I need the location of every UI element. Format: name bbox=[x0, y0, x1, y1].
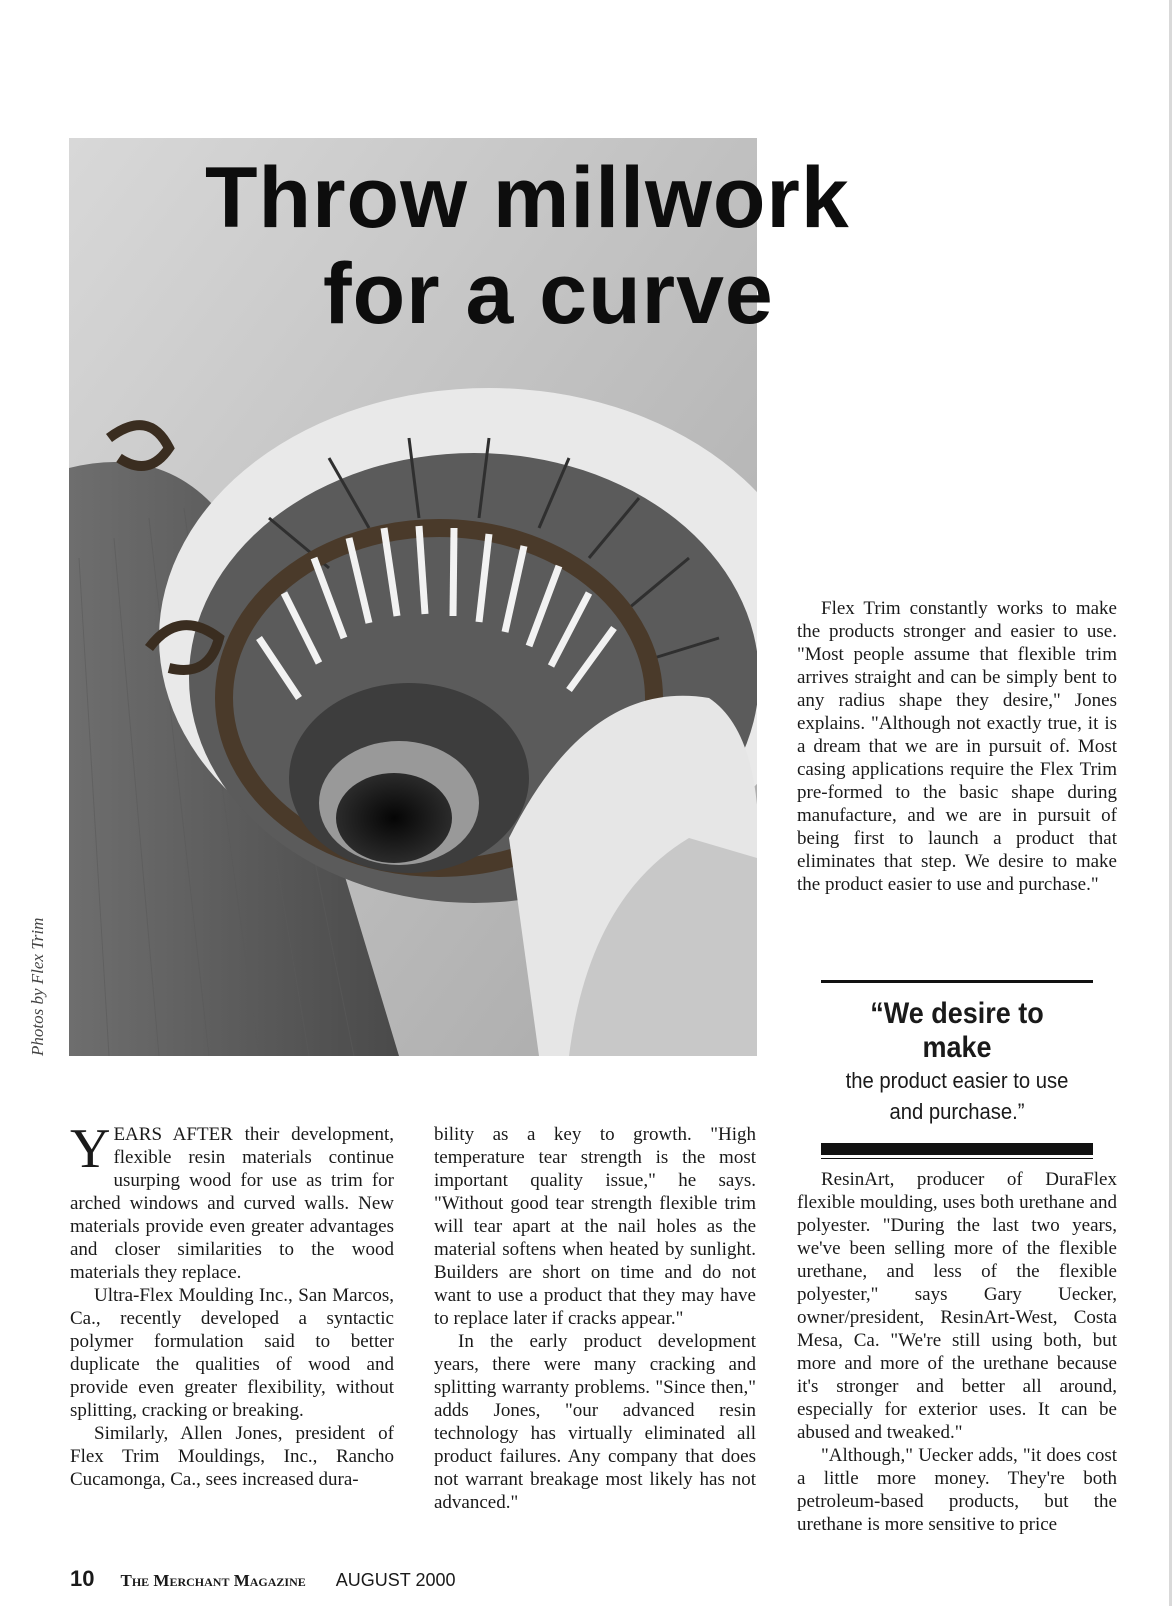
article-paragraph: YEARS AFTER their development, flexible resin materials continue usurping wood for use as trim for arched windows and curved walls. New materials provide even greater advantages and closer similarities to the wood materials they replace. bbox=[70, 1118, 394, 1283]
article-paragraph: Flex Trim constantly works to make the products stronger and easier to use. "Most people assume that flexible trim arrives straight and can be simply bent to any radius shape they desire," Jones explains. "Although not exactly true, it is a dream that we are in pursuit of. Most casing applications require the Flex Trim pre-formed to the basic shape during manufacture, and we are in pursuit of being first to launch a product that eliminates that step. We desire to make the product easier to use and purchase." bbox=[797, 598, 1117, 895]
issue-date: AUGUST 2000 bbox=[335, 1570, 456, 1590]
article-headline bbox=[205, 150, 985, 342]
photo-credit: Photos by Flex Trim bbox=[28, 917, 47, 1056]
article-paragraph: ResinArt, producer of DuraFlex flexible moulding, uses both urethane and polyester. "During the last two years, we've been selling more of the flexible urethane, and less of the flexible polyester," says Gary Uecker, owner/president, ResinArt-West, Costa Mesa, Ca. "We're still using both, but more and more of the urethane because it's stronger and better all around, especially for exterior uses. It can be abused and tweaked." bbox=[797, 1169, 1117, 1443]
pull-quote-bottom-rule bbox=[821, 1143, 1093, 1155]
pull-quote-line-3: and purchase.” bbox=[889, 1099, 1025, 1124]
pull-quote-thin-rule bbox=[821, 1158, 1093, 1159]
magazine-name: The Merchant Magazine bbox=[120, 1571, 306, 1590]
headline-line-2: for a curve bbox=[323, 246, 774, 342]
article-column-3-top bbox=[797, 597, 1117, 896]
article-paragraph: Similarly, Allen Jones, president of Flex Trim Mouldings, Inc., Rancho Cucamonga, Ca., sees increased dura- bbox=[70, 1423, 394, 1490]
pull-quote-line-1: “We desire to make bbox=[870, 997, 1044, 1064]
article-paragraph: Ultra-Flex Moulding Inc., San Marcos, Ca., recently developed a syntactic polymer formulation said to better duplicate the qualities of wood and provide even greater flexibility, without splitting, cracking or breaking. bbox=[70, 1285, 394, 1421]
article-paragraph: "Although," Uecker adds, "it does cost a little more money. They're both petroleum-based products, but the urethane is more sensitive to price bbox=[797, 1445, 1117, 1535]
pull-quote-line-2: the product easier to use bbox=[845, 1068, 1069, 1093]
page-footer bbox=[70, 1566, 456, 1592]
article-paragraph: bility as a key to growth. "High temperature tear strength is the most important quality issue," he says. "Without good tear strength flexible trim will tear apart at the nail holes as the material softens when heated by sunlight. Builders are short on time and do not want to use a product that they may have to replace later if cracks appear." bbox=[434, 1124, 756, 1329]
drop-cap: Y bbox=[70, 1118, 111, 1180]
page-number: 10 bbox=[70, 1566, 95, 1591]
article-column-1 bbox=[70, 1118, 394, 1491]
article-column-2 bbox=[434, 1123, 756, 1514]
article-column-3-bottom bbox=[797, 1168, 1117, 1536]
pull-quote bbox=[821, 980, 1093, 1159]
pull-quote-top-rule bbox=[821, 980, 1093, 983]
headline-line-1: Throw millwork bbox=[205, 150, 850, 246]
article-paragraph: In the early product development years, there were many cracking and splitting warranty problems. "Since then," adds Jones, "our advanced resin technology has virtually eliminated all product failures. Any company that does not warrant breakage most likely has not advanced." bbox=[434, 1331, 756, 1513]
